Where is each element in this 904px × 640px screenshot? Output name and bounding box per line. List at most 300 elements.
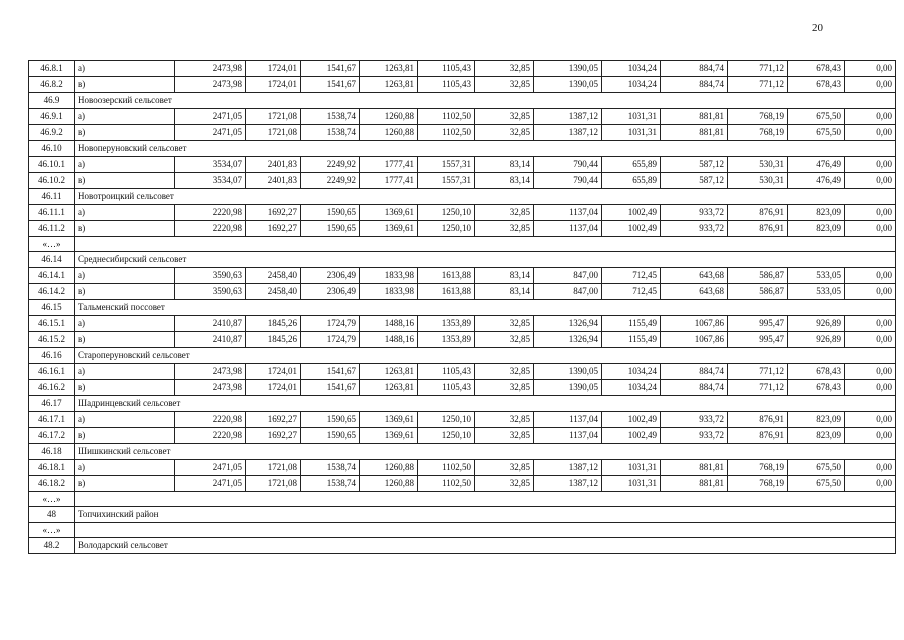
row-code: 46.9.1 [29,109,75,125]
value-cell: 768,19 [728,476,788,492]
value-cell: 1155,49 [602,316,661,332]
section-title: Шишкинский сельсовет [75,444,896,460]
value-cell: 881,81 [661,476,728,492]
section-row [29,300,896,316]
section-title: Топчихинский район [75,507,896,523]
value-cell: 1031,31 [602,476,661,492]
value-cell: 1488,16 [360,316,418,332]
value-cell: 1137,04 [534,221,602,237]
section-row [29,396,896,412]
value-cell: 2473,98 [175,77,246,93]
value-cell: 32,85 [475,205,534,221]
value-cell: 0,00 [845,332,896,348]
section-title: Новоперуновский сельсовет [75,141,896,157]
value-cell: 1105,43 [418,380,475,396]
section-row [29,252,896,268]
value-cell: 2249,92 [301,173,360,189]
row-code: 46.18.2 [29,476,75,492]
value-cell: 1260,88 [360,460,418,476]
value-cell: 768,19 [728,460,788,476]
value-cell: 881,81 [661,460,728,476]
value-cell: 881,81 [661,109,728,125]
value-cell: 0,00 [845,316,896,332]
value-cell: 1390,05 [534,364,602,380]
value-cell: 2471,05 [175,476,246,492]
value-cell: 1613,88 [418,284,475,300]
table-row [29,125,896,141]
value-cell: 823,09 [788,412,845,428]
table-row [29,332,896,348]
value-cell: 823,09 [788,205,845,221]
table-row [29,173,896,189]
value-cell: 643,68 [661,284,728,300]
section-title: Володарский сельсовет [75,538,896,554]
value-cell: 83,14 [475,268,534,284]
value-cell: 2306,49 [301,284,360,300]
row-code: 46.15.2 [29,332,75,348]
value-cell: 1721,08 [246,476,301,492]
value-cell: 1002,49 [602,205,661,221]
value-cell: 884,74 [661,61,728,77]
value-cell: 1260,88 [360,476,418,492]
value-cell: 1590,65 [301,221,360,237]
value-cell: 586,87 [728,284,788,300]
value-cell: 32,85 [475,109,534,125]
section-title: Шадринцевский сельсовет [75,396,896,412]
table-row [29,412,896,428]
value-cell: 1263,81 [360,61,418,77]
table-body [29,61,896,554]
section-code: 46.16 [29,348,75,364]
value-cell: 3534,07 [175,157,246,173]
page-number: 20 [812,22,823,34]
value-cell: 1538,74 [301,125,360,141]
value-cell: 933,72 [661,221,728,237]
value-cell: 1250,10 [418,205,475,221]
value-cell: 2220,98 [175,205,246,221]
value-cell: 530,31 [728,173,788,189]
row-letter: в) [75,332,175,348]
row-letter: а) [75,412,175,428]
value-cell: 1260,88 [360,125,418,141]
row-code: 46.11.2 [29,221,75,237]
value-cell: 655,89 [602,173,661,189]
value-cell: 0,00 [845,476,896,492]
value-cell: 1777,41 [360,173,418,189]
row-code: 46.9.2 [29,125,75,141]
value-cell: 32,85 [475,476,534,492]
value-cell: 1137,04 [534,428,602,444]
section-title: Новоозерский сельсовет [75,93,896,109]
value-cell: 1105,43 [418,77,475,93]
section-title: Тальменский поссовет [75,300,896,316]
section-code: 46.11 [29,189,75,205]
value-cell: 586,87 [728,268,788,284]
table-row [29,284,896,300]
value-cell: 933,72 [661,412,728,428]
value-cell: 2220,98 [175,412,246,428]
value-cell: 675,50 [788,476,845,492]
value-cell: 1390,05 [534,77,602,93]
value-cell: 1326,94 [534,332,602,348]
value-cell: 1390,05 [534,380,602,396]
value-cell: 1590,65 [301,428,360,444]
value-cell: 2458,40 [246,284,301,300]
row-letter: в) [75,284,175,300]
value-cell: 2410,87 [175,316,246,332]
value-cell: 1557,31 [418,157,475,173]
value-cell: 32,85 [475,380,534,396]
value-cell: 1692,27 [246,412,301,428]
value-cell: 83,14 [475,173,534,189]
section-code: 46.18 [29,444,75,460]
value-cell: 823,09 [788,428,845,444]
value-cell: 1260,88 [360,109,418,125]
value-cell: 1034,24 [602,77,661,93]
value-cell: 2471,05 [175,125,246,141]
value-cell: 678,43 [788,380,845,396]
value-cell: 1777,41 [360,157,418,173]
ellipsis-row [29,523,896,538]
value-cell: 884,74 [661,77,728,93]
value-cell: 3590,63 [175,268,246,284]
value-cell: 1557,31 [418,173,475,189]
ellipsis-row [29,237,896,252]
value-cell: 0,00 [845,109,896,125]
value-cell: 1369,61 [360,221,418,237]
row-code: 46.14.1 [29,268,75,284]
value-cell: 1034,24 [602,61,661,77]
ellipsis-filler [75,492,896,507]
value-cell: 0,00 [845,284,896,300]
value-cell: 1613,88 [418,268,475,284]
value-cell: 1002,49 [602,412,661,428]
value-cell: 1034,24 [602,380,661,396]
ellipsis-row [29,492,896,507]
value-cell: 1105,43 [418,61,475,77]
row-code: 46.16.1 [29,364,75,380]
value-cell: 0,00 [845,380,896,396]
value-cell: 533,05 [788,268,845,284]
value-cell: 1541,67 [301,61,360,77]
section-code: 46.10 [29,141,75,157]
value-cell: 1541,67 [301,380,360,396]
value-cell: 1541,67 [301,77,360,93]
value-cell: 1102,50 [418,460,475,476]
value-cell: 675,50 [788,125,845,141]
value-cell: 1031,31 [602,109,661,125]
row-letter: а) [75,61,175,77]
section-row [29,507,896,523]
row-letter: в) [75,77,175,93]
ellipsis-filler [75,237,896,252]
value-cell: 926,89 [788,316,845,332]
value-cell: 1250,10 [418,428,475,444]
value-cell: 675,50 [788,109,845,125]
value-cell: 1590,65 [301,412,360,428]
section-code: 48 [29,507,75,523]
value-cell: 1387,12 [534,460,602,476]
value-cell: 476,49 [788,173,845,189]
value-cell: 0,00 [845,173,896,189]
value-cell: 83,14 [475,157,534,173]
table-row [29,460,896,476]
value-cell: 1067,86 [661,332,728,348]
value-cell: 2471,05 [175,109,246,125]
value-cell: 0,00 [845,221,896,237]
value-cell: 1263,81 [360,77,418,93]
value-cell: 2458,40 [246,268,301,284]
value-cell: 881,81 [661,125,728,141]
table-row [29,364,896,380]
value-cell: 771,12 [728,77,788,93]
table-row [29,109,896,125]
section-code: 46.14 [29,252,75,268]
value-cell: 1002,49 [602,428,661,444]
value-cell: 32,85 [475,77,534,93]
value-cell: 1692,27 [246,428,301,444]
row-letter: а) [75,157,175,173]
row-letter: в) [75,125,175,141]
value-cell: 876,91 [728,205,788,221]
value-cell: 1387,12 [534,125,602,141]
value-cell: 933,72 [661,205,728,221]
value-cell: 1353,89 [418,332,475,348]
value-cell: 1102,50 [418,109,475,125]
row-letter: а) [75,109,175,125]
tariff-table [28,60,896,554]
value-cell: 1724,01 [246,77,301,93]
table-row [29,476,896,492]
value-cell: 1724,79 [301,332,360,348]
value-cell: 32,85 [475,428,534,444]
row-code: 46.8.2 [29,77,75,93]
table-row [29,316,896,332]
value-cell: 678,43 [788,77,845,93]
value-cell: 1034,24 [602,364,661,380]
value-cell: 2473,98 [175,61,246,77]
value-cell: 768,19 [728,125,788,141]
table-row [29,380,896,396]
section-title: Староперуновский сельсовет [75,348,896,364]
table-row [29,268,896,284]
section-title: Среднесибирский сельсовет [75,252,896,268]
section-row [29,93,896,109]
section-code: 48.2 [29,538,75,554]
row-letter: в) [75,476,175,492]
value-cell: 0,00 [845,61,896,77]
table-row [29,428,896,444]
row-letter: в) [75,380,175,396]
section-row [29,444,896,460]
ellipsis-filler [75,523,896,538]
row-code: 46.17.2 [29,428,75,444]
section-code: 46.15 [29,300,75,316]
value-cell: 847,00 [534,268,602,284]
value-cell: 790,44 [534,157,602,173]
value-cell: 476,49 [788,157,845,173]
value-cell: 2306,49 [301,268,360,284]
value-cell: 2401,83 [246,173,301,189]
value-cell: 1721,08 [246,109,301,125]
value-cell: 1692,27 [246,221,301,237]
value-cell: 1326,94 [534,316,602,332]
value-cell: 678,43 [788,364,845,380]
row-letter: в) [75,221,175,237]
row-code: 46.17.1 [29,412,75,428]
value-cell: 995,47 [728,332,788,348]
value-cell: 1263,81 [360,380,418,396]
value-cell: 1031,31 [602,460,661,476]
row-code: 46.10.1 [29,157,75,173]
value-cell: 771,12 [728,61,788,77]
value-cell: 1137,04 [534,412,602,428]
value-cell: 1067,86 [661,316,728,332]
value-cell: 83,14 [475,284,534,300]
value-cell: 0,00 [845,364,896,380]
row-letter: а) [75,364,175,380]
ellipsis-mark: «…» [29,237,75,252]
value-cell: 1031,31 [602,125,661,141]
value-cell: 655,89 [602,157,661,173]
value-cell: 1102,50 [418,476,475,492]
value-cell: 712,45 [602,268,661,284]
value-cell: 0,00 [845,157,896,173]
value-cell: 32,85 [475,125,534,141]
value-cell: 1845,26 [246,332,301,348]
value-cell: 884,74 [661,380,728,396]
row-code: 46.16.2 [29,380,75,396]
value-cell: 1390,05 [534,61,602,77]
value-cell: 1155,49 [602,332,661,348]
value-cell: 1263,81 [360,364,418,380]
section-code: 46.9 [29,93,75,109]
value-cell: 771,12 [728,364,788,380]
section-row [29,538,896,554]
value-cell: 2410,87 [175,332,246,348]
row-letter: в) [75,428,175,444]
value-cell: 533,05 [788,284,845,300]
row-code: 46.14.2 [29,284,75,300]
value-cell: 32,85 [475,332,534,348]
row-letter: а) [75,205,175,221]
row-code: 46.11.1 [29,205,75,221]
value-cell: 3534,07 [175,173,246,189]
value-cell: 32,85 [475,364,534,380]
row-letter: а) [75,460,175,476]
value-cell: 1137,04 [534,205,602,221]
table-row [29,77,896,93]
value-cell: 1833,98 [360,284,418,300]
value-cell: 771,12 [728,380,788,396]
value-cell: 1724,01 [246,61,301,77]
value-cell: 32,85 [475,316,534,332]
value-cell: 1102,50 [418,125,475,141]
value-cell: 678,43 [788,61,845,77]
value-cell: 1541,67 [301,364,360,380]
value-cell: 876,91 [728,221,788,237]
row-code: 46.18.1 [29,460,75,476]
row-code: 46.8.1 [29,61,75,77]
value-cell: 995,47 [728,316,788,332]
ellipsis-mark: «…» [29,492,75,507]
section-title: Новотроицкий сельсовет [75,189,896,205]
row-letter: а) [75,268,175,284]
value-cell: 1369,61 [360,428,418,444]
section-row [29,189,896,205]
value-cell: 847,00 [534,284,602,300]
value-cell: 1845,26 [246,316,301,332]
value-cell: 32,85 [475,412,534,428]
value-cell: 0,00 [845,77,896,93]
value-cell: 2471,05 [175,460,246,476]
table-row [29,221,896,237]
value-cell: 876,91 [728,412,788,428]
value-cell: 3590,63 [175,284,246,300]
row-letter: в) [75,173,175,189]
table-row [29,205,896,221]
value-cell: 1724,01 [246,364,301,380]
value-cell: 768,19 [728,109,788,125]
section-row [29,348,896,364]
value-cell: 32,85 [475,61,534,77]
value-cell: 1833,98 [360,268,418,284]
value-cell: 2220,98 [175,428,246,444]
value-cell: 0,00 [845,268,896,284]
value-cell: 0,00 [845,460,896,476]
value-cell: 643,68 [661,268,728,284]
value-cell: 530,31 [728,157,788,173]
value-cell: 587,12 [661,173,728,189]
value-cell: 0,00 [845,428,896,444]
row-code: 46.15.1 [29,316,75,332]
value-cell: 790,44 [534,173,602,189]
value-cell: 32,85 [475,460,534,476]
row-letter: а) [75,316,175,332]
value-cell: 32,85 [475,221,534,237]
table-row [29,61,896,77]
value-cell: 1538,74 [301,109,360,125]
value-cell: 1724,79 [301,316,360,332]
value-cell: 1538,74 [301,476,360,492]
value-cell: 2473,98 [175,380,246,396]
value-cell: 823,09 [788,221,845,237]
value-cell: 1387,12 [534,109,602,125]
value-cell: 2473,98 [175,364,246,380]
value-cell: 926,89 [788,332,845,348]
value-cell: 1721,08 [246,125,301,141]
value-cell: 2249,92 [301,157,360,173]
value-cell: 1250,10 [418,412,475,428]
value-cell: 1353,89 [418,316,475,332]
value-cell: 675,50 [788,460,845,476]
value-cell: 712,45 [602,284,661,300]
row-code: 46.10.2 [29,173,75,189]
value-cell: 2220,98 [175,221,246,237]
value-cell: 1369,61 [360,205,418,221]
value-cell: 1105,43 [418,364,475,380]
value-cell: 1590,65 [301,205,360,221]
value-cell: 1387,12 [534,476,602,492]
value-cell: 1721,08 [246,460,301,476]
value-cell: 1002,49 [602,221,661,237]
value-cell: 0,00 [845,205,896,221]
value-cell: 1724,01 [246,380,301,396]
value-cell: 1488,16 [360,332,418,348]
table-row [29,157,896,173]
section-code: 46.17 [29,396,75,412]
value-cell: 0,00 [845,412,896,428]
